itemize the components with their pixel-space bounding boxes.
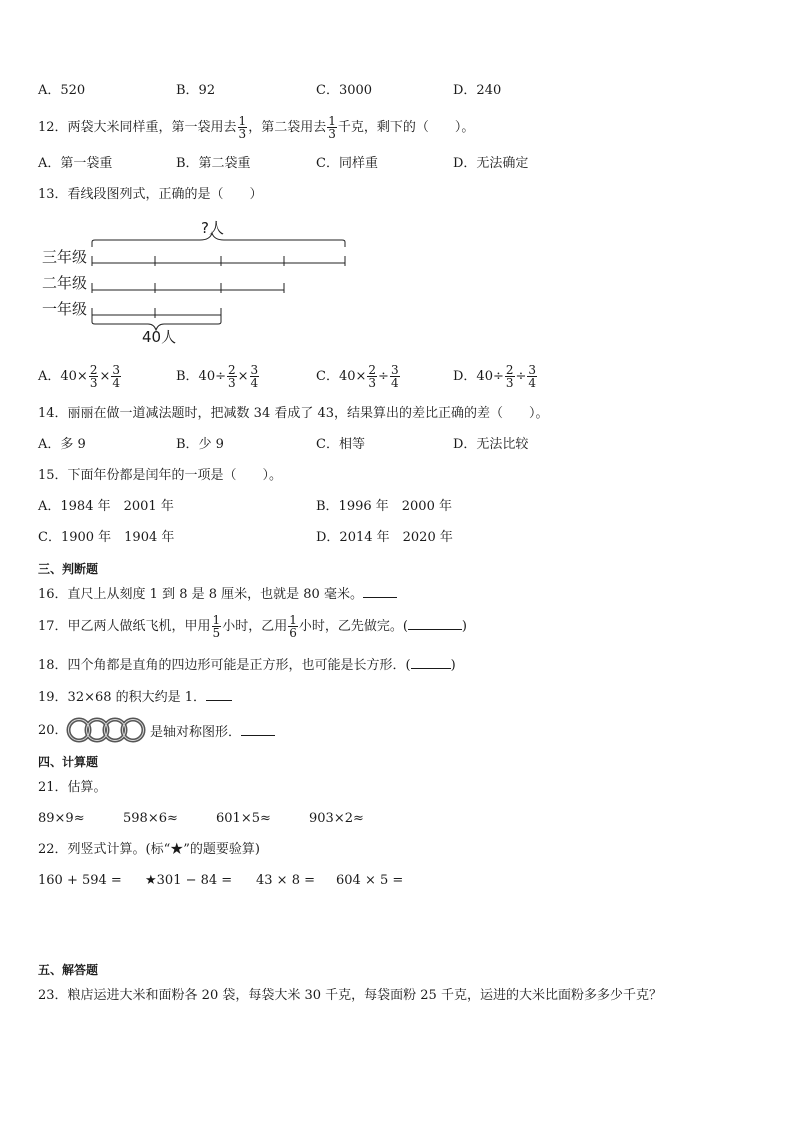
calc-item: ★301 − 84 =	[145, 873, 233, 888]
estimate-item: 903×2≈	[309, 811, 364, 826]
diagram-row-label: 三年级	[42, 248, 88, 266]
option-b: B．92	[176, 83, 216, 98]
diagram-bottom-label: 40人	[142, 328, 177, 346]
option-d: D．无法比较	[453, 437, 529, 452]
question-23: 23．粮店运进大米和面粉各 20 袋，每袋大米 30 千克，每袋面粉 25 千克，运进的大米比面粉多多少千克？	[38, 988, 662, 1003]
question-20: 是轴对称图形．	[150, 723, 275, 741]
answer-blank[interactable]	[363, 585, 397, 598]
option-c: C．1900 年 1904 年	[38, 530, 175, 545]
question-16: 16．直尺上从刻度 1 到 8 是 8 厘米，也就是 80 毫米。	[38, 585, 397, 603]
option-c: C．同样重	[316, 156, 378, 171]
question-21-title: 21．估算。	[38, 780, 107, 795]
option-d: D．无法确定	[453, 156, 529, 171]
question-20-prefix: 20．	[38, 723, 68, 738]
option-b: B．少 9	[176, 437, 224, 452]
question-12-mid: ，第二袋用去	[248, 120, 327, 135]
diagram-row-label: 一年级	[42, 300, 88, 318]
option-a: A．多 9	[38, 437, 86, 452]
option-a: A．520	[38, 83, 86, 98]
question-19: 19．32×68 的积大约是 1．	[38, 688, 232, 706]
option-c: C．40× $\frac{2}{3}$ ÷ $\frac{3}{4}$	[316, 363, 399, 390]
calc-item: 604 × 5 =	[336, 873, 404, 888]
question-14: 14．丽丽在做一道减法题时，把减数 34 看成了 43，结果算出的差比正确的差（ ）。	[38, 406, 549, 421]
section-title: 四、计算题	[38, 755, 99, 769]
question-12-suffix: 千克，剩下的（ ）。	[337, 120, 475, 135]
fraction: $\frac{1}{3}$	[328, 114, 336, 141]
estimate-item: 89×9≈	[38, 811, 85, 826]
section-title: 五、解答题	[38, 963, 99, 977]
option-d: D．2014 年 2020 年	[316, 530, 453, 545]
question-17: 17．甲乙两人做纸飞机，甲用 $\frac{1}{5}$ 小时，乙用 $\frac{1}{6}$ 小时，乙先做完。( )	[38, 613, 467, 640]
option-c: C．3000	[316, 83, 373, 98]
answer-blank[interactable]	[206, 688, 232, 701]
estimate-item: 598×6≈	[123, 811, 178, 826]
diagram-top-label: ?人	[201, 219, 224, 237]
question-12-prefix: 12．两袋大米同样重，第一袋用去	[38, 120, 237, 135]
question-13: 13．看线段图列式，正确的是（ ）	[38, 187, 263, 202]
question-22-title: 22．列竖式计算。(标“★”的题要验算)	[38, 842, 260, 857]
answer-blank[interactable]	[411, 656, 451, 669]
option-b: B．第二袋重	[176, 156, 251, 171]
option-a: A．第一袋重	[38, 156, 113, 171]
answer-blank[interactable]	[241, 723, 275, 736]
question-18: 18．四个角都是直角的四边形可能是正方形，也可能是长方形．( )	[38, 658, 456, 673]
section-title: 三、判断题	[38, 562, 99, 576]
option-b: B．1996 年 2000 年	[316, 499, 452, 514]
calc-item: 43 × 8 =	[256, 873, 315, 888]
option-d: D．40÷ $\frac{2}{3}$ ÷ $\frac{3}{4}$	[453, 363, 537, 390]
fraction: $\frac{1}{3}$	[238, 114, 247, 141]
option-a: A．40× $\frac{2}{3}$ × $\frac{3}{4}$	[38, 363, 121, 390]
option-a: A．1984 年 2001 年	[38, 499, 174, 514]
answer-blank[interactable]	[408, 617, 462, 630]
option-b: B．40÷ $\frac{2}{3}$ × $\frac{3}{4}$	[176, 363, 259, 390]
option-c: C．相等	[316, 437, 365, 452]
diagram-row-label: 二年级	[42, 274, 88, 292]
question-15: 15．下面年份都是闰年的一项是（ ）。	[38, 468, 283, 483]
estimate-item: 601×5≈	[216, 811, 271, 826]
option-d: D．240	[453, 83, 502, 98]
calc-item: 160 + 594 =	[38, 873, 122, 888]
